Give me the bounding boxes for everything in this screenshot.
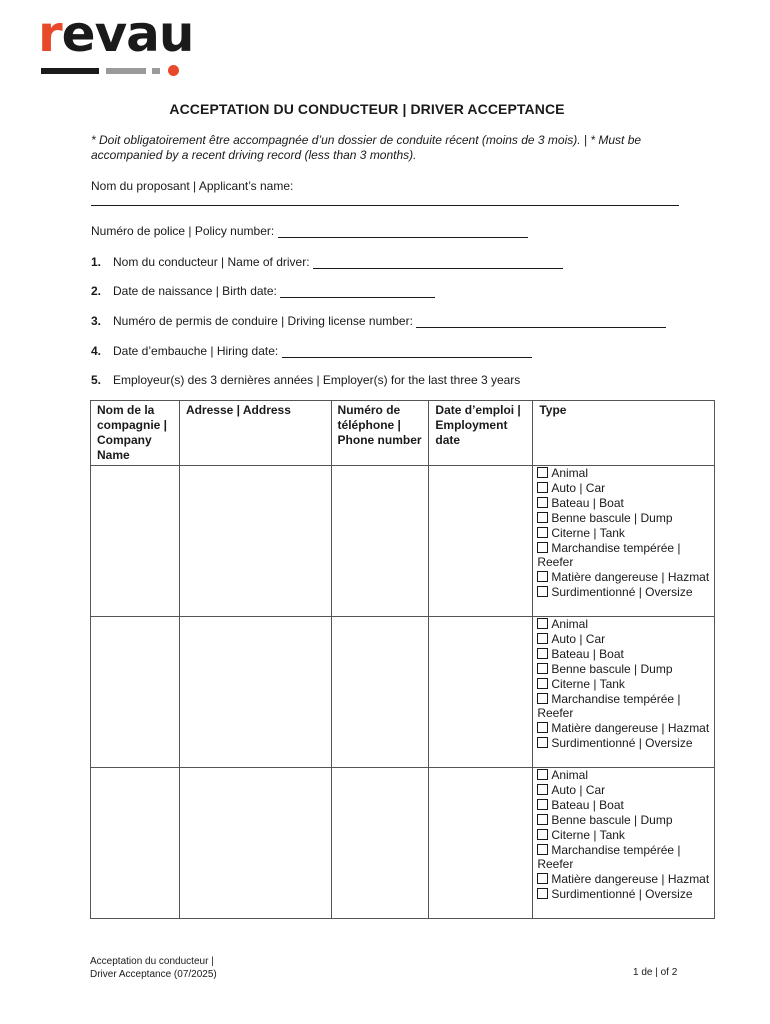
- table-row: [91, 466, 715, 617]
- company-cell[interactable]: [91, 466, 180, 617]
- type-option[interactable]: [537, 768, 710, 783]
- checkbox[interactable]: [537, 769, 548, 780]
- item-number: 1.: [91, 255, 102, 269]
- checkbox[interactable]: [537, 737, 548, 748]
- type-option[interactable]: [537, 783, 710, 798]
- type-option-label: Marchandise tempérée | Reefer: [537, 691, 681, 721]
- type-option-label: Auto | Car: [551, 782, 606, 797]
- type-option[interactable]: [537, 632, 710, 647]
- type-option[interactable]: [537, 721, 710, 736]
- type-option[interactable]: [537, 541, 710, 571]
- type-cell: [533, 617, 715, 768]
- header-type: Type: [533, 401, 715, 466]
- checkbox[interactable]: [537, 633, 548, 644]
- checkbox[interactable]: [537, 648, 548, 659]
- type-option[interactable]: [537, 692, 710, 722]
- footer-doc-line1: Acceptation du conducteur |: [90, 956, 214, 967]
- item-number: 2.: [91, 284, 102, 298]
- checkbox[interactable]: [537, 497, 548, 508]
- table-header-row: [91, 401, 715, 466]
- type-option-label: Surdimentionné | Oversize: [551, 736, 693, 751]
- checkbox[interactable]: [537, 844, 548, 855]
- type-option-label: Matière dangereuse | Hazmat: [551, 872, 710, 887]
- type-option[interactable]: [537, 496, 710, 511]
- checkbox[interactable]: [537, 618, 548, 629]
- type-option-label: Animal: [551, 617, 589, 631]
- type-option[interactable]: [537, 570, 710, 585]
- checkbox[interactable]: [537, 888, 548, 899]
- type-cell: [533, 768, 715, 919]
- footer-document-name: [90, 955, 217, 981]
- type-option-label: Citerne | Tank: [551, 676, 625, 691]
- checkbox[interactable]: [537, 814, 548, 825]
- address-cell[interactable]: [179, 768, 331, 919]
- logo-dot-orange: [168, 65, 179, 76]
- checkbox[interactable]: [537, 542, 548, 553]
- type-option[interactable]: [537, 662, 710, 677]
- type-option-label: Surdimentionné | Oversize: [551, 585, 693, 600]
- checkbox[interactable]: [537, 722, 548, 733]
- type-option-label: Auto | Car: [551, 631, 606, 646]
- logo-bar-grey: [106, 68, 146, 74]
- type-option[interactable]: [537, 828, 710, 843]
- type-option-label: Animal: [551, 768, 589, 782]
- type-option-label: Benne bascule | Dump: [551, 812, 673, 827]
- checkbox[interactable]: [537, 663, 548, 674]
- employment-date-cell[interactable]: [429, 617, 533, 768]
- address-cell[interactable]: [179, 617, 331, 768]
- type-option-label: Auto | Car: [551, 480, 606, 495]
- phone-cell[interactable]: [331, 466, 429, 617]
- item-number: 3.: [91, 314, 102, 328]
- type-option-label: Benne bascule | Dump: [551, 661, 673, 676]
- address-cell[interactable]: [179, 466, 331, 617]
- type-option-label: Matière dangereuse | Hazmat: [551, 570, 710, 585]
- checkbox[interactable]: [537, 693, 548, 704]
- revau-logo: [38, 5, 194, 82]
- type-option[interactable]: [537, 511, 710, 526]
- type-option[interactable]: [537, 677, 710, 692]
- type-option[interactable]: [537, 843, 710, 873]
- birth-date-field[interactable]: [280, 285, 435, 298]
- driver-name-label: Nom du conducteur | Name of driver:: [113, 255, 310, 269]
- type-option-label: Citerne | Tank: [551, 827, 625, 842]
- applicant-name-field[interactable]: [91, 205, 679, 206]
- employers-table: [90, 400, 715, 919]
- type-option[interactable]: [537, 813, 710, 828]
- page-title: ACCEPTATION DU CONDUCTEUR | DRIVER ACCEPTANCE: [169, 101, 565, 117]
- employment-date-cell[interactable]: [429, 768, 533, 919]
- type-option-label: Marchandise tempérée | Reefer: [537, 842, 681, 872]
- checkbox[interactable]: [537, 829, 548, 840]
- checkbox[interactable]: [537, 799, 548, 810]
- company-cell[interactable]: [91, 768, 180, 919]
- footer-doc-line2: Driver Acceptance (07/2025): [90, 969, 217, 980]
- employment-date-cell[interactable]: [429, 466, 533, 617]
- checkbox[interactable]: [537, 784, 548, 795]
- type-option[interactable]: [537, 647, 710, 662]
- header-company: Nom de la compagnie | Company Name: [91, 401, 180, 466]
- logo-wordmark: revau: [38, 5, 194, 63]
- hiring-date-label: Date d’embauche | Hiring date:: [113, 344, 279, 358]
- type-option[interactable]: [537, 481, 710, 496]
- type-option-label: Matière dangereuse | Hazmat: [551, 721, 710, 736]
- checkbox[interactable]: [537, 873, 548, 884]
- logo-bar-grey-small: [152, 68, 160, 74]
- driver-name-row: [91, 255, 563, 269]
- employers-label: Employeur(s) des 3 dernières années | Employer(s) for the last three 3 years: [113, 373, 521, 387]
- license-number-label: Numéro de permis de conduire | Driving license number:: [113, 314, 413, 328]
- type-option-label: Bateau | Boat: [551, 495, 624, 510]
- type-option-label: Animal: [551, 466, 589, 480]
- phone-cell[interactable]: [331, 617, 429, 768]
- checkbox[interactable]: [537, 467, 548, 478]
- logo-bar-black: [41, 68, 99, 74]
- type-cell: [533, 466, 715, 617]
- type-option[interactable]: [537, 872, 710, 887]
- checkbox[interactable]: [537, 586, 548, 597]
- employers-row: [91, 373, 520, 387]
- type-option-label: Bateau | Boat: [551, 797, 624, 812]
- type-option-label: Surdimentionné | Oversize: [551, 887, 693, 902]
- type-option[interactable]: [537, 466, 710, 481]
- company-cell[interactable]: [91, 617, 180, 768]
- type-option-label: Citerne | Tank: [551, 525, 625, 540]
- item-number: 5.: [91, 373, 102, 387]
- birth-date-label: Date de naissance | Birth date:: [113, 284, 277, 298]
- license-number-field[interactable]: [416, 315, 666, 328]
- footer-page-number: 1 de | of 2: [633, 967, 678, 978]
- type-option-label: Bateau | Boat: [551, 646, 624, 661]
- checkbox[interactable]: [537, 512, 548, 523]
- table-row: [91, 617, 715, 768]
- checkbox[interactable]: [537, 571, 548, 582]
- hiring-date-field[interactable]: [282, 345, 532, 358]
- type-option[interactable]: [537, 526, 710, 541]
- driver-name-field[interactable]: [313, 256, 563, 269]
- type-option[interactable]: [537, 736, 710, 751]
- license-number-row: [91, 314, 666, 328]
- checkbox[interactable]: [537, 482, 548, 493]
- item-number: 4.: [91, 344, 102, 358]
- type-option-label: Benne bascule | Dump: [551, 510, 673, 525]
- type-option-label: Marchandise tempérée | Reefer: [537, 540, 681, 570]
- birth-date-row: [91, 284, 435, 298]
- header-phone: Numéro de téléphone | Phone number: [331, 401, 429, 466]
- checkbox[interactable]: [537, 527, 548, 538]
- record-requirement-note: * Doit obligatoirement être accompagnée d’un dossier de conduite récent (moins de 3 mois). | * Must be accompanied by a recent driving record (less than 3 months).: [91, 133, 642, 162]
- hiring-date-row: [91, 344, 532, 358]
- type-option[interactable]: [537, 887, 710, 902]
- type-option[interactable]: [537, 617, 710, 632]
- policy-number-row: [91, 224, 528, 238]
- type-option[interactable]: [537, 585, 710, 600]
- phone-cell[interactable]: [331, 768, 429, 919]
- table-row: [91, 768, 715, 919]
- policy-number-field[interactable]: [278, 225, 528, 238]
- header-employment-date: Date d’emploi | Employment date: [429, 401, 533, 466]
- checkbox[interactable]: [537, 678, 548, 689]
- applicant-name-label: Nom du proposant | Applicant’s name:: [91, 179, 294, 193]
- type-option[interactable]: [537, 798, 710, 813]
- policy-number-label: Numéro de police | Policy number:: [91, 224, 275, 238]
- header-address: Adresse | Address: [179, 401, 331, 466]
